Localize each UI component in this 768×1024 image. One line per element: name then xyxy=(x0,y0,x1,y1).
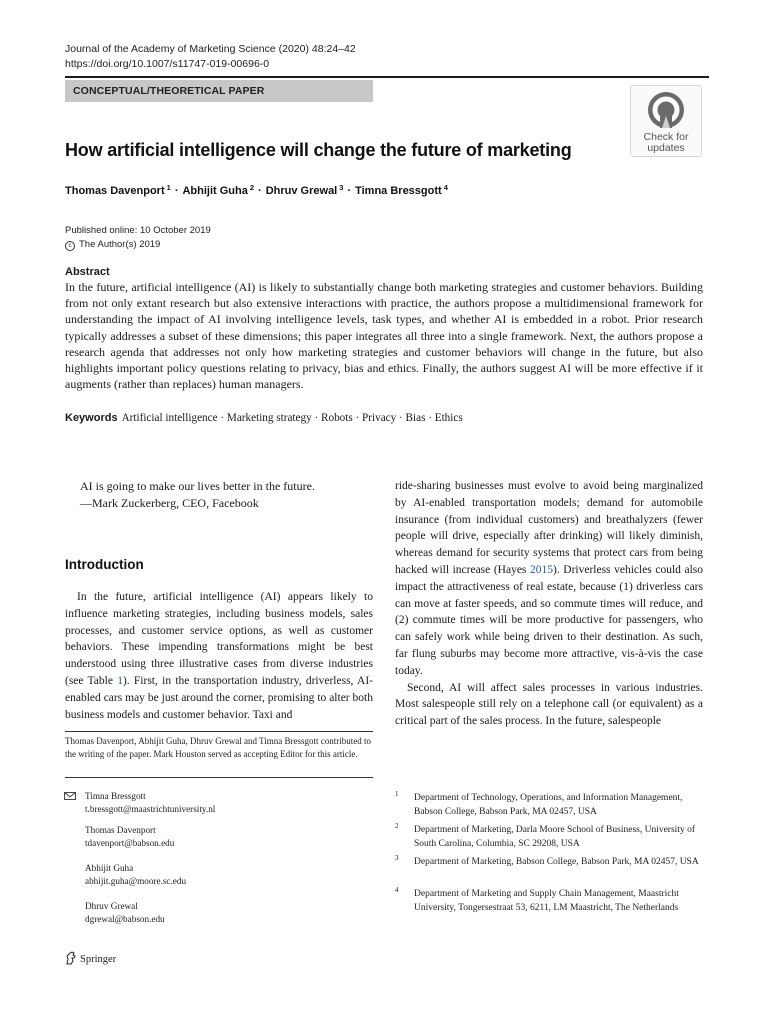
crossmark-line1: Check for xyxy=(643,131,689,143)
intro-text: ride-sharing businesses must evolve to avoid being marginalized by AI-enabled transportation models; demand for automobile insurance (from individual customers) and breathalyzers (fewer people will drive, especially after drinking) will likely diminish, whereas demand for security systems that protect cars from being hacked will increase (Hayes xyxy=(395,480,703,576)
contact-entry xyxy=(85,824,174,850)
abstract-heading: Abstract xyxy=(65,266,110,278)
epigraph xyxy=(80,478,315,511)
keywords-label: Keywords xyxy=(65,412,118,424)
contact-name: Dhruv Grewal xyxy=(85,901,138,911)
copyright-icon: c xyxy=(65,241,75,251)
journal-header xyxy=(65,42,356,72)
contact-email[interactable]: tdavenport@babson.edu xyxy=(85,838,175,848)
contact-email[interactable]: t.bressgott@maastrichtuniversity.nl xyxy=(85,804,216,814)
intro-column-right xyxy=(395,478,703,730)
intro-paragraph-left xyxy=(65,589,373,723)
affiliation-number: 3 xyxy=(395,854,399,862)
author-affiliation-number: 4 xyxy=(443,183,448,192)
epigraph-attribution: —Mark Zuckerberg, CEO, Facebook xyxy=(80,495,259,510)
section-heading-introduction: Introduction xyxy=(65,557,144,572)
author-affiliation-number: 1 xyxy=(166,183,171,192)
footnote-rule xyxy=(65,731,373,732)
intro-text: ). Driverless vehicles could also impact the attractiveness of real estate, because (1) driverless cars can move at faster speeds, and so commute times will reduce, and (2) commute times will be more productive for passengers, who can safely work while being driven to their destination. As such, far flung suburbs may become more attractive, vis-à-vis the case today. xyxy=(395,563,703,677)
keywords-line xyxy=(65,412,463,424)
contact-email[interactable]: abhijit.guha@moore.sc.edu xyxy=(85,876,187,886)
intro-paragraph xyxy=(395,478,703,680)
publication-info xyxy=(65,224,211,251)
copyright-text: The Author(s) 2019 xyxy=(79,238,161,250)
affiliation-text: Department of Marketing, Babson College, Babson Park, MA 02457, USA xyxy=(414,857,699,867)
published-date: Published online: 10 October 2019 xyxy=(65,225,211,236)
crossmark-line2: updates xyxy=(647,142,685,154)
contact-email[interactable]: dgrewal@babson.edu xyxy=(85,914,165,924)
table-reference-link[interactable]: 1 xyxy=(117,674,123,687)
copyright-line xyxy=(65,238,211,252)
intro-text: In the future, artificial intelligence (AI) appears likely to influence marketing strategies, including business models, sales processes, and customer service options, as well as customer behaviors. These impending transformations might be best understood using three illustrative cases from diverse industries (see Table xyxy=(65,591,373,687)
author-separator: · xyxy=(258,185,262,197)
springer-horse-icon xyxy=(65,951,77,965)
crossmark-icon xyxy=(646,90,686,130)
author-affiliation-number: 3 xyxy=(339,183,344,192)
contact-rule xyxy=(65,777,373,778)
author-name[interactable]: Thomas Davenport xyxy=(65,185,165,197)
check-for-updates-button[interactable] xyxy=(630,85,702,157)
crossmark-label xyxy=(631,132,701,154)
author-affiliation-number: 2 xyxy=(249,183,255,192)
contact-name: Timna Bressgott xyxy=(85,791,146,801)
affiliation-number: 4 xyxy=(395,886,399,894)
paper-type-banner: CONCEPTUAL/THEORETICAL PAPER xyxy=(65,80,373,102)
keywords-text: Artificial intelligence · Marketing strategy · Robots · Privacy · Bias · Ethics xyxy=(121,412,463,424)
contact-entry xyxy=(85,790,215,816)
publisher-logo xyxy=(65,951,116,965)
author-name[interactable]: Dhruv Grewal xyxy=(265,185,338,197)
affiliation-number: 2 xyxy=(395,822,399,830)
intro-paragraph: Second, AI will affect sales processes in various industries. Most salespeople still rely on a telephone call (or equivalent) as a critical part of the sales process. In the future, salespeople xyxy=(395,681,703,728)
author-list xyxy=(65,183,448,197)
paper-title: How artificial intelligence will change the future of marketing xyxy=(65,140,572,160)
affiliation-number: 1 xyxy=(395,790,399,798)
author-separator: · xyxy=(174,185,179,197)
citation-link[interactable]: 2015 xyxy=(529,563,553,576)
contact-entry xyxy=(85,900,165,926)
epigraph-quote: AI is going to make our lives better in the future. xyxy=(80,479,315,493)
affiliation-text: Department of Technology, Operations, and Information Management, Babson College, Babson Park, MA 02457, USA xyxy=(414,793,683,817)
affiliation-text: Department of Marketing, Darla Moore School of Business, University of South Carolina, Columbia, SC 29208, USA xyxy=(414,825,695,849)
abstract-body: In the future, artificial intelligence (AI) is likely to substantially change both marketing strategies and customer behaviors. Building from not only extant research but also extensive interactions with practice, the authors propose a multidimensional framework for understanding the impact of AI involving intelligence levels, task types, and whether AI is embedded in a robot. Prior research typically addresses a subset of these dimensions; this paper integrates all three into a single framework. Next, the authors propose a research agenda that addresses not only how marketing strategies and customer behaviors will change in the future, but also highlights important policy questions relating to privacy, bias and ethics. Finally, the authors suggest AI will be more effective if it augments (rather than replaces) human managers. xyxy=(65,280,703,392)
affiliation-text: Department of Marketing and Supply Chain Management, Maastricht University, Tongersestraat 53, 6211, LM Maastricht, The Netherlands xyxy=(414,889,679,913)
doi-link[interactable]: https://doi.org/10.1007/s11747-019-00696-0 xyxy=(65,58,270,70)
contact-name: Thomas Davenport xyxy=(85,825,156,835)
intro-text: ). First, in the transportation industry, driverless, AI-enabled cars may be just around the corner, promising to alter both business models and customer behavior. Taxi and xyxy=(65,674,374,721)
contact-name: Abhijit Guha xyxy=(85,863,134,873)
journal-citation: Journal of the Academy of Marketing Science (2020) 48:24–42 xyxy=(65,43,356,55)
envelope-icon xyxy=(64,792,76,800)
header-rule xyxy=(65,76,709,78)
author-name[interactable]: Timna Bressgott xyxy=(355,185,442,197)
contribution-footnote: Thomas Davenport, Abhijit Guha, Dhruv Grewal and Timna Bressgott contributed to the writing of the paper. Mark Houston served as accepting Editor for this article. xyxy=(65,736,371,759)
author-separator: · xyxy=(347,185,352,197)
contact-entry xyxy=(85,862,186,888)
author-name[interactable]: Abhijit Guha xyxy=(182,185,248,197)
publisher-name: Springer xyxy=(80,954,117,965)
